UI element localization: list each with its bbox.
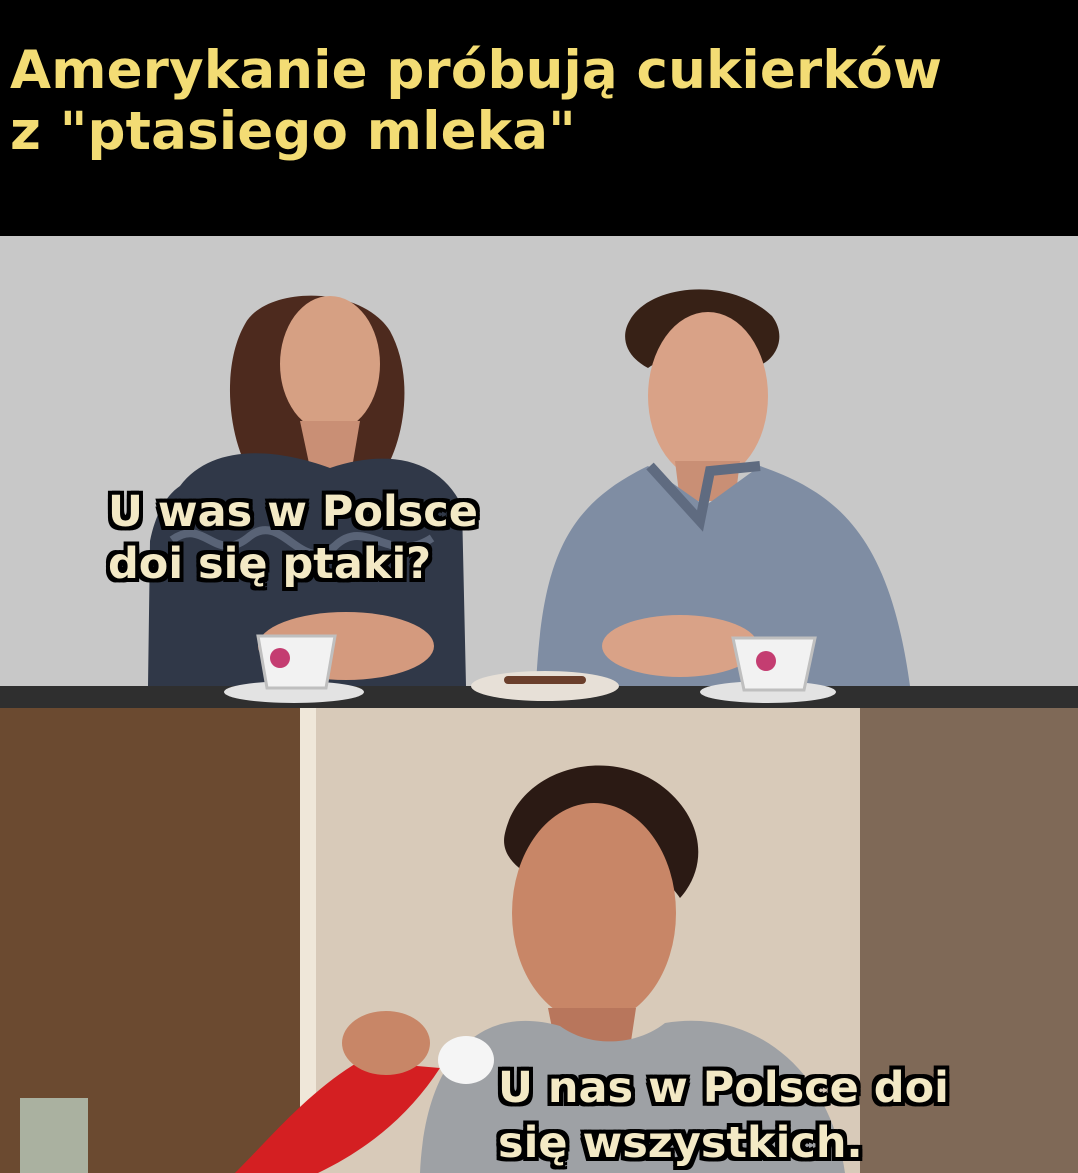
top-panel <box>0 236 1078 708</box>
bottom-caption-line-1: U nas w Polsce doi <box>498 1063 949 1113</box>
left-cup <box>258 636 335 688</box>
right-cup-flower <box>756 651 776 671</box>
bottom-panel <box>0 708 1078 1173</box>
top-caption-line-1: U was w Polsce <box>108 487 478 537</box>
woman-neck <box>300 421 360 468</box>
glass-left <box>20 1098 88 1173</box>
man-seated-face <box>512 803 676 1023</box>
top-caption-line-2: doi się ptaki? <box>108 539 432 589</box>
candy-pieces <box>504 676 586 684</box>
left-cup-flower <box>270 648 290 668</box>
meme-title <box>10 40 942 162</box>
top-caption <box>108 486 478 590</box>
center-plate <box>471 671 619 701</box>
title-line-2: z "ptasiego mleka" <box>10 101 576 162</box>
top-scene-illustration <box>0 236 1078 708</box>
woman-face <box>280 296 380 432</box>
bottom-caption-line-2: się wszystkich. <box>498 1118 863 1168</box>
bottom-caption <box>498 1061 949 1171</box>
title-line-1: Amerykanie próbują cukierków <box>10 40 943 101</box>
man-hand <box>342 1011 430 1075</box>
man-face <box>648 312 768 480</box>
man-cup <box>438 1036 494 1084</box>
title-bar <box>0 0 1078 236</box>
